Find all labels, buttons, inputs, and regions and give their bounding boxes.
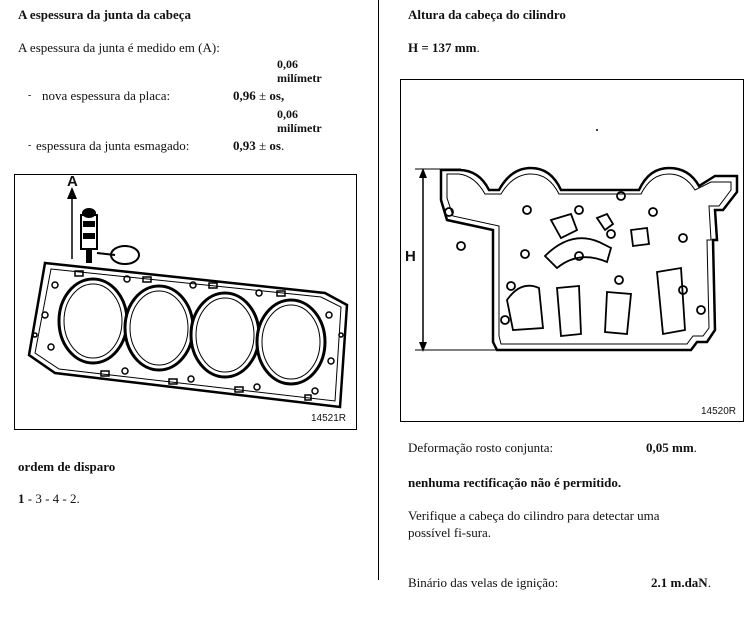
deformation-label: Deformação rosto conjunta: (408, 440, 554, 455)
spec2-value: 0,93 (233, 138, 256, 153)
head-height-heading: Altura da cabeça do cilindro (408, 7, 566, 22)
spec2-label: espessura da junta esmagado: (36, 138, 190, 153)
figure-label-h: H (405, 248, 416, 265)
spec1-value-line (233, 88, 284, 104)
deformation-value: 0,05 mm. (646, 440, 697, 455)
figure-ref-left: 14521R (311, 413, 347, 424)
gasket-intro: A espessura da junta é medido em (A): (18, 40, 220, 55)
head-height-value: H = 137 mm. (408, 40, 480, 55)
cylinder-head-figure (400, 79, 744, 422)
firing-order-value: 1 - 3 - 4 - 2. (18, 491, 80, 506)
spec1-tolerance: 0,06 milímetr (277, 57, 322, 85)
spec2-pm: ± (259, 138, 267, 153)
firing-order-heading: ordem de disparo (18, 459, 116, 474)
spec2-end: . (280, 138, 285, 153)
spec2-value-line (233, 138, 284, 154)
crack-check-note: Verifique a cabeça do cilindro para detectar uma possível fi-sura. (408, 508, 660, 540)
gasket-heading: A espessura da junta da cabeça (18, 7, 191, 22)
figure-label-a: A (67, 173, 78, 190)
spec1-unit: os, (269, 88, 285, 103)
spec2-dash: - (28, 140, 32, 151)
cylinder-head-drawing (401, 80, 743, 421)
column-divider (378, 0, 379, 580)
spark-plug-torque-value: 2.1 m.daN. (651, 575, 711, 590)
gasket-drawing (15, 175, 356, 429)
spec1-label: nova espessura da placa: (42, 88, 171, 103)
spec2-tolerance: 0,06 milímetr (277, 107, 322, 135)
spark-plug-torque-label: Binário das velas de ignição: (408, 575, 559, 590)
figure-ref-right: 14520R (701, 406, 737, 417)
spec1-dash: - (28, 90, 32, 101)
spec1-value: 0,96 (233, 88, 256, 103)
gasket-figure (14, 174, 357, 430)
spec2-unit: os (269, 138, 281, 153)
spec1-pm: ± (259, 88, 267, 103)
no-rectification-note: nenhuma rectificação não é permitido. (408, 475, 622, 490)
